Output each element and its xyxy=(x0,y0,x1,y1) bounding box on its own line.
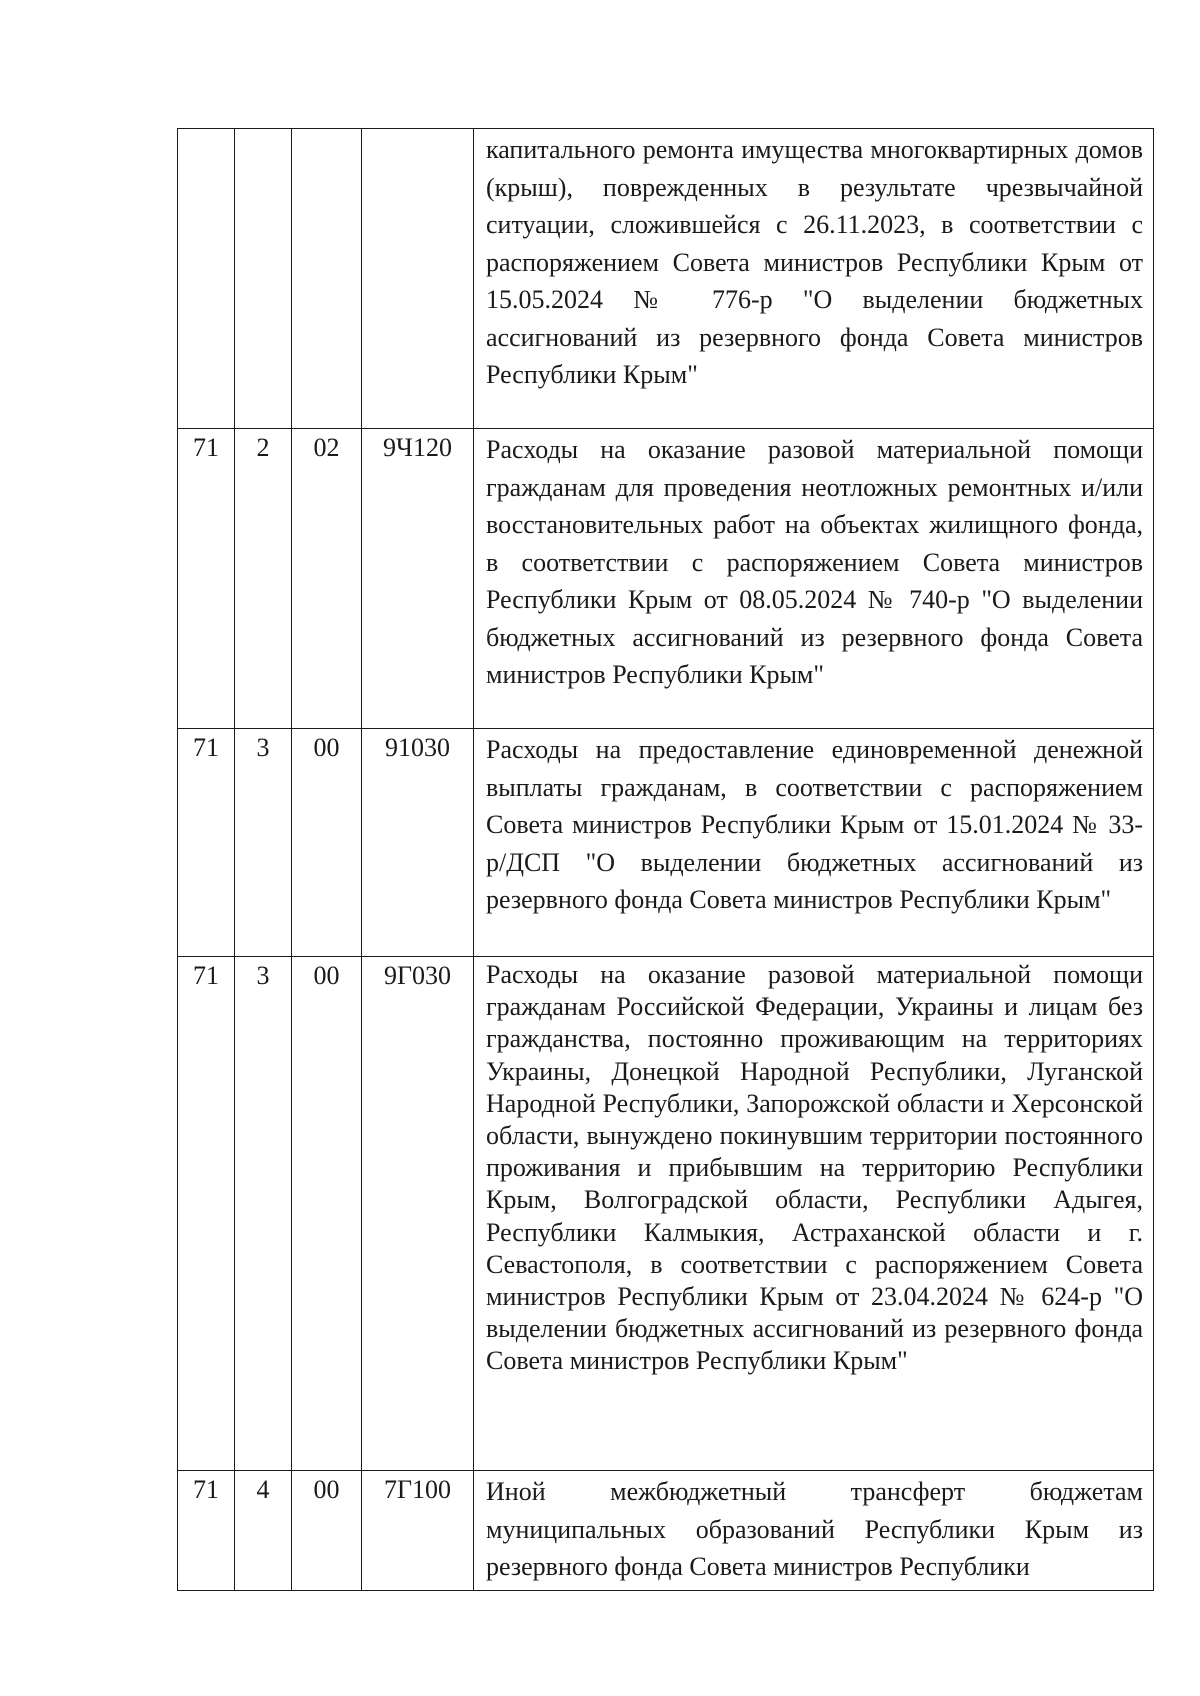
description-cell xyxy=(474,129,1154,429)
table-row xyxy=(178,1471,1154,1591)
table-row xyxy=(178,729,1154,957)
description-cell xyxy=(474,957,1154,1471)
code-cell-4: 7Г100 xyxy=(362,1471,474,1591)
budget-codes-table xyxy=(177,128,1154,1591)
code-cell-1: 71 xyxy=(178,429,235,729)
code-cell-2: 4 xyxy=(235,1471,292,1591)
code-cell-3: 00 xyxy=(292,957,362,1471)
code-cell-2: 3 xyxy=(235,729,292,957)
code-cell-3: 00 xyxy=(292,729,362,957)
description-cell xyxy=(474,1471,1154,1591)
description-cell xyxy=(474,729,1154,957)
description-text: Расходы на оказание разовой материальной помощи гражданам Российской Федерации, Украины и лицам без гражданства, постоянно проживающим на территориях Украины, Донецкой Народной Республики, Луганской Народной Республики, Запорожской области и Херсонской области, вынуждено покинувшим территории постоянного проживания и прибывшим на территорию Республики Крым, Волгоградской области, Республики Адыгея, Республики Калмыкия, Астраханской области и г. Севастополя, в соответствии с распоряжением Совета министров Республики Крым от 23.04.2024 № 624-р "О выделении бюджетных ассигнований из резервного фонда Совета министров Республики Крым" xyxy=(486,960,1143,1376)
code-cell-3: 02 xyxy=(292,429,362,729)
code-cell-3: 00 xyxy=(292,1471,362,1591)
code-cell-1 xyxy=(178,129,235,429)
description-text: Иной межбюджетный трансферт бюджетам муниципальных образований Республики Крым из резервного фонда Совета министров Республики xyxy=(486,1477,1143,1581)
code-cell-3 xyxy=(292,129,362,429)
code-cell-4: 91030 xyxy=(362,729,474,957)
code-cell-2: 3 xyxy=(235,957,292,1471)
code-cell-1: 71 xyxy=(178,957,235,1471)
code-cell-4 xyxy=(362,129,474,429)
code-cell-1: 71 xyxy=(178,1471,235,1591)
code-cell-1: 71 xyxy=(178,729,235,957)
code-cell-4: 9Г030 xyxy=(362,957,474,1471)
table-row xyxy=(178,129,1154,429)
code-cell-2: 2 xyxy=(235,429,292,729)
description-text: Расходы на оказание разовой материальной помощи гражданам для проведения неотложных ремонтных и/или восстановительных работ на объектах жилищного фонда, в соответствии с распоряжением Совета министров Республики Крым от 08.05.2024 № 740-р "О выделении бюджетных ассигнований из резервного фонда Совета министров Республики Крым" xyxy=(486,435,1143,689)
table-row xyxy=(178,957,1154,1471)
table-row xyxy=(178,429,1154,729)
description-text: Расходы на предоставление единовременной денежной выплаты гражданам, в соответствии с распоряжением Совета министров Республики Крым от 15.01.2024 № 33-р/ДСП "О выделении бюджетных ассигнований из резервного фонда Совета министров Республики Крым" xyxy=(486,735,1143,914)
code-cell-2 xyxy=(235,129,292,429)
description-cell xyxy=(474,429,1154,729)
description-text: капитального ремонта имущества многоквартирных домов (крыш), поврежденных в результате чрезвычайной ситуации, сложившейся с 26.11.2023, в соответствии с распоряжением Совета министров Республики Крым от 15.05.2024 № 776-р "О выделении бюджетных ассигнований из резервного фонда Совета министров Республики Крым" xyxy=(486,135,1143,389)
code-cell-4: 9Ч120 xyxy=(362,429,474,729)
